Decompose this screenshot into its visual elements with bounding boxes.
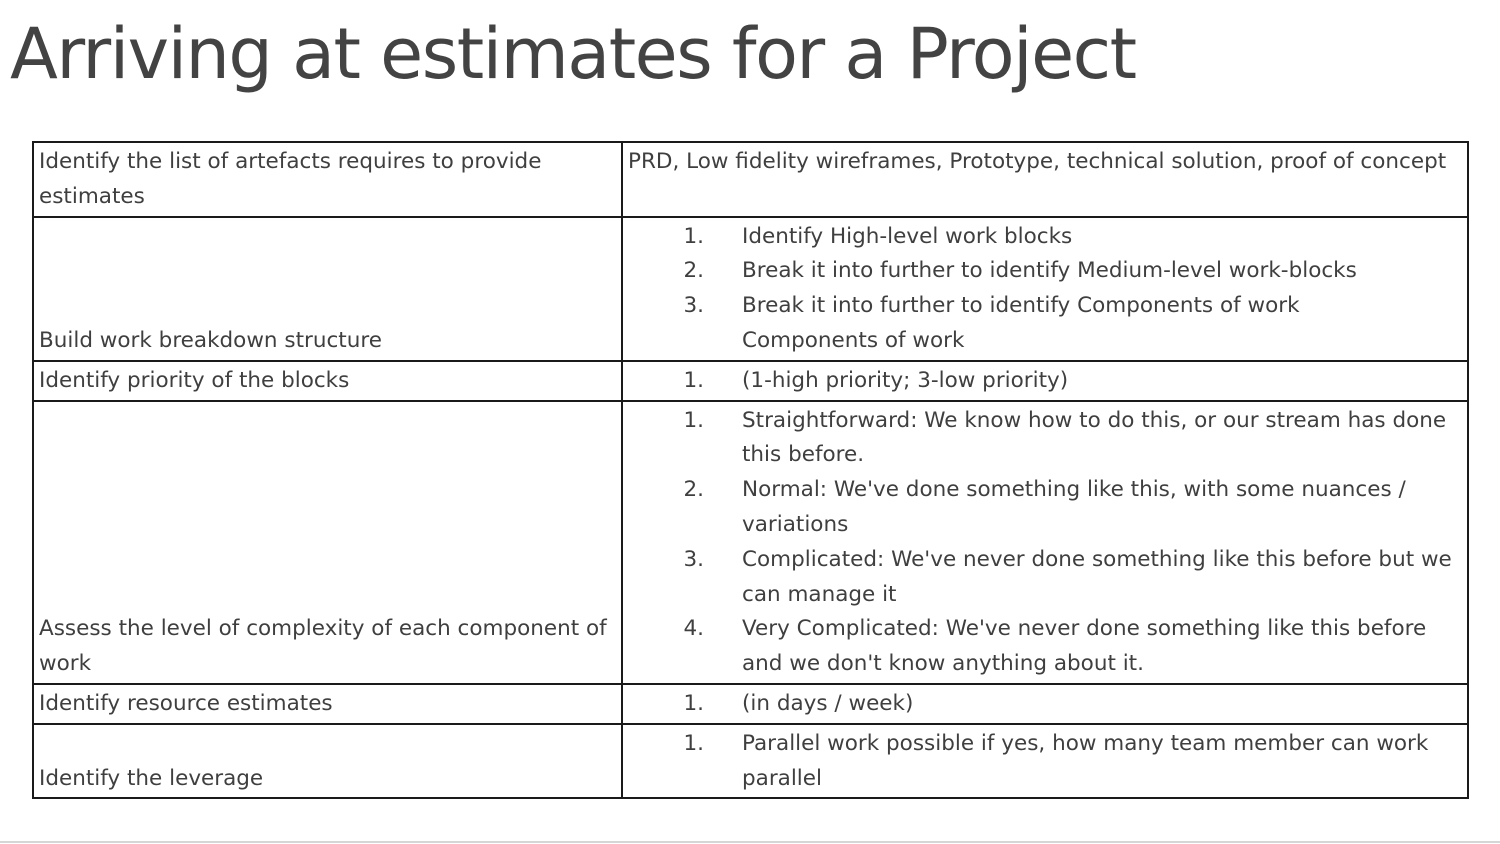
list-number: 1.: [683, 730, 704, 756]
step-label: Identify the leverage: [39, 765, 264, 791]
list-item-text: Break it into further to identify Components of work: [742, 293, 1300, 319]
list-number: 1.: [683, 690, 704, 716]
numbered-list: [628, 364, 1459, 399]
list-number: 3.: [683, 546, 704, 572]
numbered-list: [628, 404, 1459, 682]
table-row-complexity: [33, 401, 1468, 684]
detail-cell: [622, 142, 1468, 217]
numbered-list: [628, 220, 1459, 359]
list-item: [628, 687, 1459, 722]
detail-cell: [622, 724, 1468, 799]
detail-cell: [622, 361, 1468, 401]
list-item-text: Identify High-level work blocks: [742, 223, 1073, 249]
step-label: Build work breakdown structure: [39, 327, 382, 353]
list-item-text: Complicated: We've never done something like this before but we can manage it: [742, 546, 1452, 607]
list-item: [628, 543, 1459, 613]
list-number: [628, 324, 742, 359]
table-row-artefacts: [33, 142, 1468, 217]
detail-text: PRD, Low fidelity wireframes, Prototype, technical solution, proof of concept: [628, 149, 1447, 174]
list-item: [628, 289, 1459, 324]
step-cell: [33, 361, 622, 401]
table-row-priority: [33, 361, 1468, 401]
list-number: 3.: [683, 293, 704, 319]
slide-title: Arriving at estimates for a Project: [10, 13, 1136, 95]
table-row-work-breakdown: [33, 217, 1468, 361]
step-cell: [33, 724, 622, 799]
step-cell: [33, 217, 622, 361]
list-item: [628, 220, 1459, 255]
list-item-text: Break it into further to identify Medium-level work-blocks: [742, 258, 1357, 284]
numbered-list: [628, 727, 1459, 797]
step-label: Identify priority of the blocks: [39, 367, 350, 393]
list-item-text: (in days / week): [742, 690, 914, 716]
list-number: 2.: [683, 258, 704, 284]
step-label: Assess the level of complexity of each component of work: [39, 616, 607, 677]
step-cell: [33, 401, 622, 684]
detail-cell: [622, 401, 1468, 684]
list-item: [628, 612, 1459, 682]
detail-cell: [622, 217, 1468, 361]
list-item-text: Components of work: [742, 327, 965, 353]
step-label: Identify the list of artefacts requires to provide estimates: [39, 149, 542, 209]
detail-cell: [622, 684, 1468, 724]
list-item-text: Straightforward: We know how to do this, or our stream has done this before.: [742, 407, 1447, 468]
step-cell: [33, 142, 622, 217]
list-item: [628, 404, 1459, 474]
table-row-resource-estimates: [33, 684, 1468, 724]
list-number: 1.: [683, 367, 704, 393]
step-label: Identify resource estimates: [39, 690, 333, 716]
list-item-text: Normal: We've done something like this, with some nuances / variations: [742, 477, 1406, 537]
step-cell: [33, 684, 622, 724]
list-item-text: Parallel work possible if yes, how many team member can work parallel: [742, 730, 1429, 791]
list-item: [628, 473, 1459, 543]
list-number: 1.: [683, 223, 704, 249]
table-row-leverage: [33, 724, 1468, 799]
estimates-table: [32, 141, 1469, 799]
list-item: [628, 364, 1459, 399]
list-item: [628, 727, 1459, 797]
list-item: [628, 254, 1459, 289]
list-item-text: (1-high priority; 3-low priority): [742, 367, 1069, 393]
list-number: 1.: [683, 407, 704, 433]
list-number: 2.: [683, 477, 704, 503]
list-number: 4.: [683, 616, 704, 642]
bottom-divider: [0, 841, 1500, 843]
list-item-text: Very Complicated: We've never done something like this before and we don't know anything about it.: [742, 616, 1427, 677]
list-item: [628, 324, 1459, 359]
numbered-list: [628, 687, 1459, 722]
